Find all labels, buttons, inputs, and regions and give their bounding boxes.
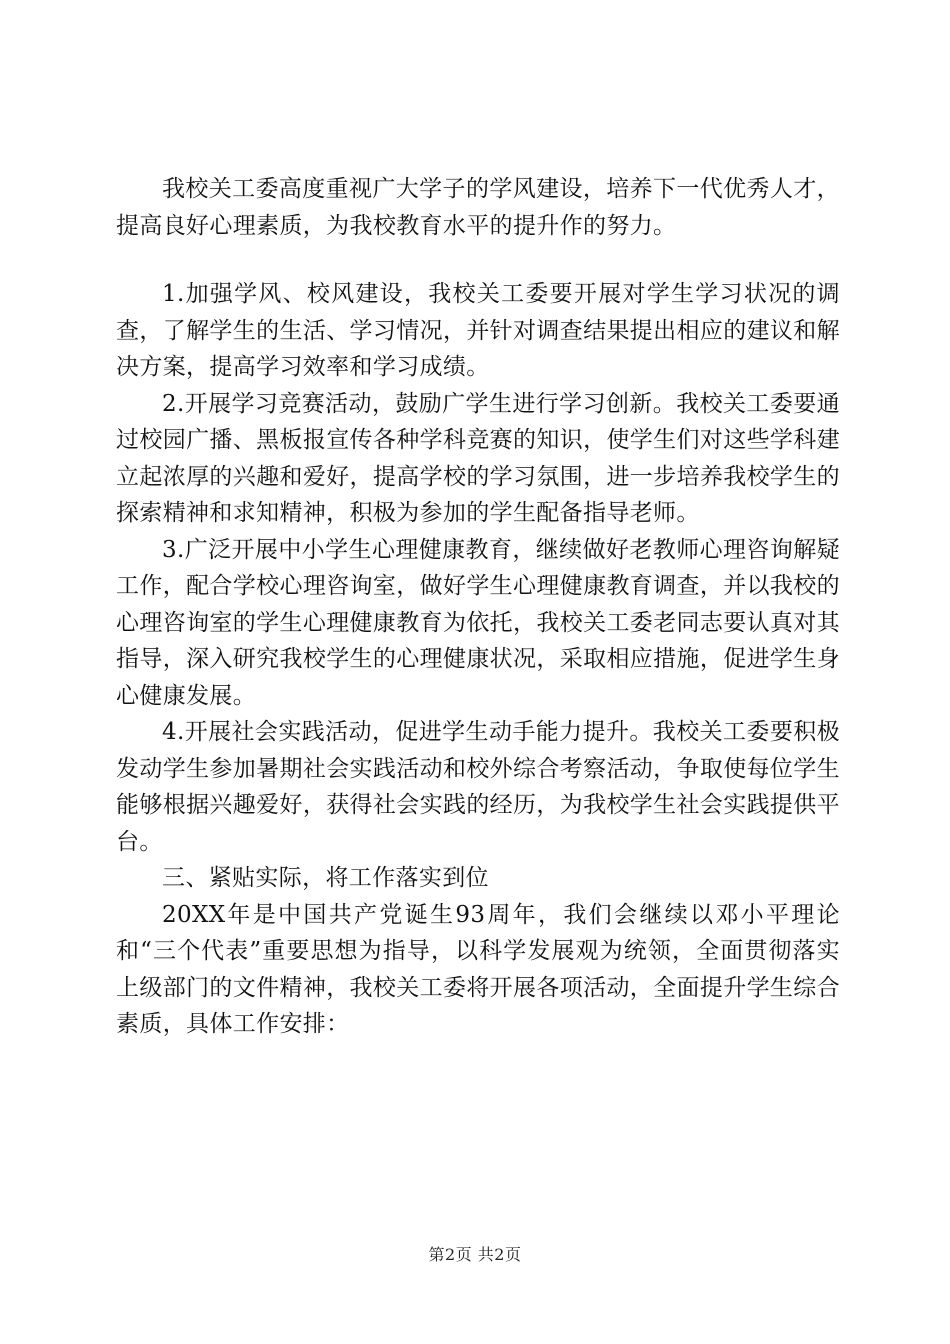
item-1-paragraph: 1.加强学风、校风建设，我校关工委要开展对学生学习状况的调查，了解学生的生活、学习情况，并针对调查结果提出相应的建议和解决方案，提高学习效率和学习成绩。 — [116, 281, 840, 380]
page-number: 第2页 共2页 — [428, 1245, 522, 1264]
intro-section — [116, 171, 840, 244]
intro-paragraph: 我校关工委高度重视广大学子的学风建设，培养下一代优秀人才，提高良好心理素质，为我校教育水平的提升作的努力。 — [116, 176, 840, 239]
section-heading: 三、紧贴实际，将工作落实到位 — [162, 865, 489, 891]
closing-paragraph: 20XX年是中国共产党诞生93周年，我们会继续以邓小平理论和“三个代表”重要思想为指导，以科学发展观为统领，全面贯彻落实上级部门的文件精神，我校关工委将开展各项活动，全面提升学生综合素质，具体工作安排： — [116, 901, 840, 1037]
item-4-paragraph: 4.开展社会实践活动，促进学生动手能力提升。我校关工委要积极发动学生参加暑期社会实践活动和校外综合考察活动，争取使每位学生能够根据兴趣爱好，获得社会实践的经历，为我校学生社会实践提供平台。 — [116, 719, 840, 855]
measures-section — [116, 276, 840, 1043]
item-2-paragraph: 2.开展学习竞赛活动，鼓励广学生进行学习创新。我校关工委要通过校园广播、黑板报宣传各种学科竞赛的知识，使学生们对这些学科建立起浓厚的兴趣和爱好，提高学校的学习氛围，进一步培养我校学生的探索精神和求知精神，积极为参加的学生配备指导老师。 — [116, 390, 840, 526]
item-3-paragraph: 3.广泛开展中小学生心理健康教育，继续做好老教师心理咨询解疑工作，配合学校心理咨询室，做好学生心理健康教育调查，并以我校的心理咨询室的学生心理健康教育为依托，我校关工委老同志要认真对其指导，深入研究我校学生的心理健康状况，采取相应措施，促进学生身心健康发展。 — [116, 536, 840, 709]
page-footer — [0, 1242, 950, 1265]
